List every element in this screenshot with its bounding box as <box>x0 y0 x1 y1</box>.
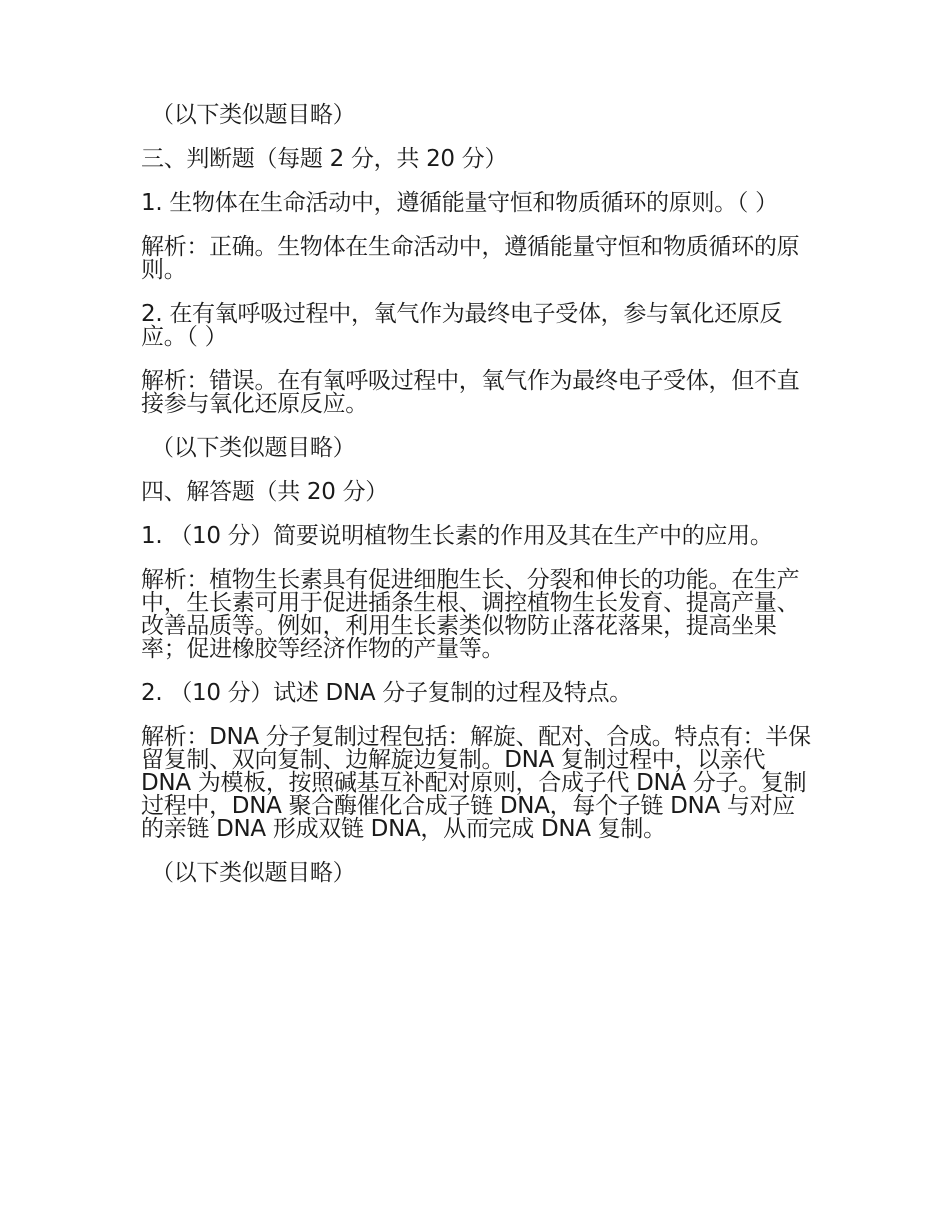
section-heading-short-answer: 四、解答题（共 20 分） <box>141 479 388 505</box>
omitted-note: （以下类似题目略） <box>151 102 356 128</box>
question-2: 2. 在有氧呼吸过程中，氧气作为最终电子受体，参与氧化还原反应。（ ） <box>141 301 783 350</box>
document-page <box>141 104 813 906</box>
question-2: 2. （10 分）试述 DNA 分子复制的过程及特点。 <box>141 680 633 706</box>
answer-1: 解析：正确。生物体在生命活动中，遵循能量守恒和物质循环的原则。 <box>141 234 800 283</box>
omitted-note: （以下类似题目略） <box>151 860 356 886</box>
question-1: 1. （10 分）简要说明植物生长素的作用及其在生产中的应用。 <box>141 523 773 549</box>
answer-1: 解析：植物生长素具有促进细胞生长、分裂和伸长的功能。在生产中，生长素可用于促进插条生根、调控植物生长发育、提高产量、改善品质等。例如，利用生长素类似物防止落花落果，提高坐果率；促进橡胶等经济作物的产量等。 <box>141 567 800 662</box>
question-1: 1. 生物体在生命活动中，遵循能量守恒和物质循环的原则。（ ） <box>141 190 778 216</box>
answer-2: 解析：错误。在有氧呼吸过程中，氧气作为最终电子受体，但不直接参与氧化还原反应。 <box>141 368 800 417</box>
omitted-note: （以下类似题目略） <box>151 435 356 461</box>
section-heading-true-false: 三、判断题（每题 2 分，共 20 分） <box>141 146 508 172</box>
answer-2: 解析：DNA 分子复制过程包括：解旋、配对、合成。特点有：半保留复制、双向复制、边解旋边复制。DNA 复制过程中，以亲代 DNA 为模板，按照碱基互补配对原则，合成子代 DNA 分子。复制过程中，DNA 聚合酶催化合成子链 DNA，每个子链 DNA 与对应的亲链 DNA 形成双链 DNA，从而完成 DNA 复制。 <box>141 724 811 842</box>
